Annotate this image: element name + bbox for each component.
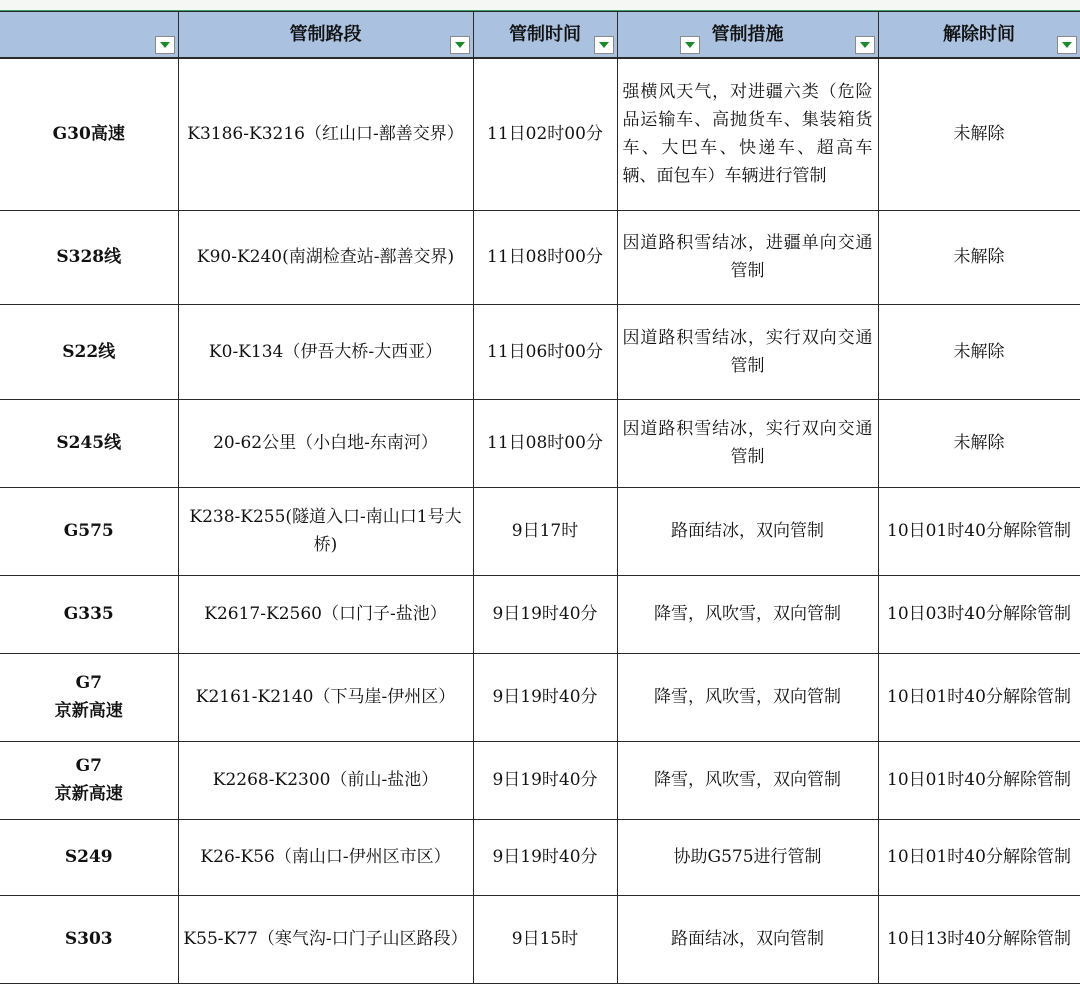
release-cell: 10日01时40分解除管制 (878, 653, 1080, 741)
release-cell: 10日01时40分解除管制 (878, 487, 1080, 575)
road-name: S249 (64, 847, 113, 867)
measure-cell: 因道路积雪结冰，进疆单向交通管制 (617, 210, 878, 304)
road-name-cell (0, 653, 178, 741)
table-row (0, 741, 1080, 819)
road-name-cell (0, 895, 178, 983)
release-cell: 10日01时40分解除管制 (878, 819, 1080, 895)
header-section (178, 12, 473, 59)
header-measure-label: 管制措施 (711, 23, 784, 45)
road-name-cell (0, 819, 178, 895)
measure-cell: 降雪，风吹雪，双向管制 (617, 575, 878, 653)
measure-cell: 降雪，风吹雪，双向管制 (617, 741, 878, 819)
time-cell: 11日08时00分 (473, 399, 617, 487)
road-name-cell (0, 58, 178, 210)
measure-cell: 路面结冰，双向管制 (617, 895, 878, 983)
road-name-cell (0, 210, 178, 304)
table-row (0, 575, 1080, 653)
road-name: G335 (63, 604, 114, 624)
section-cell: K2161-K2140（下马崖-伊州区） (178, 653, 473, 741)
release-cell: 10日03时40分解除管制 (878, 575, 1080, 653)
header-time (473, 12, 617, 59)
traffic-control-table (0, 11, 1080, 984)
section-cell: K90-K240(南湖检查站-鄯善交界) (178, 210, 473, 304)
measure-cell: 强横风天气，对进疆六类（危险品运输车、高抛货车、集装箱货车、大巴车、快递车、超高车辆、面包车）车辆进行管制 (617, 58, 878, 210)
filter-dropdown-icon[interactable] (855, 36, 875, 54)
measure-cell: 因道路积雪结冰，实行双向交通管制 (617, 304, 878, 399)
release-cell: 未解除 (878, 399, 1080, 487)
filter-dropdown-icon[interactable] (155, 36, 175, 54)
road-name: G575 (63, 521, 114, 541)
table-row (0, 819, 1080, 895)
road-name-cell (0, 575, 178, 653)
road-name-sub: 京新高速 (54, 784, 123, 804)
filter-dropdown-icon[interactable] (450, 36, 470, 54)
section-cell: K2268-K2300（前山-盐池） (178, 741, 473, 819)
release-cell: 未解除 (878, 210, 1080, 304)
road-name-sub: 京新高速 (54, 701, 123, 721)
time-cell: 9日19时40分 (473, 819, 617, 895)
road-name: S328线 (56, 247, 122, 267)
release-cell: 未解除 (878, 304, 1080, 399)
header-time-label: 管制时间 (509, 23, 581, 45)
time-cell: 9日19时40分 (473, 575, 617, 653)
time-cell: 11日06时00分 (473, 304, 617, 399)
table-row (0, 653, 1080, 741)
section-cell: K55-K77（寒气沟-口门子山区路段） (178, 895, 473, 983)
time-cell: 9日15时 (473, 895, 617, 983)
section-cell: K2617-K2560（口门子-盐池） (178, 575, 473, 653)
road-name: S22线 (62, 341, 116, 362)
section-cell: 20-62公里（小白地-东南河） (178, 399, 473, 487)
measure-cell: 降雪，风吹雪，双向管制 (617, 653, 878, 741)
table-row (0, 304, 1080, 399)
section-cell: K3186-K3216（红山口-鄯善交界） (178, 58, 473, 210)
header-section-label: 管制路段 (289, 23, 362, 45)
time-cell: 9日19时40分 (473, 653, 617, 741)
measure-cell: 协助G575进行管制 (617, 819, 878, 895)
header-row (0, 12, 1080, 59)
table-row (0, 58, 1080, 210)
table-row (0, 895, 1080, 983)
filter-dropdown-icon[interactable] (680, 36, 700, 54)
header-release-label: 解除时间 (943, 23, 1015, 45)
time-cell: 9日17时 (473, 487, 617, 575)
road-name-cell (0, 741, 178, 819)
release-cell: 10日01时40分解除管制 (878, 741, 1080, 819)
header-measure (617, 12, 878, 59)
road-name: S303 (64, 929, 113, 949)
header-road-name-column (0, 12, 178, 59)
road-name-cell (0, 399, 178, 487)
table-row (0, 399, 1080, 487)
release-cell: 10日13时40分解除管制 (878, 895, 1080, 983)
measure-cell: 因道路积雪结冰，实行双向交通管制 (617, 399, 878, 487)
table-row (0, 210, 1080, 304)
section-cell: K0-K134（伊吾大桥-大西亚） (178, 304, 473, 399)
filter-dropdown-icon[interactable] (1057, 36, 1077, 54)
table-row (0, 487, 1080, 575)
measure-cell: 路面结冰，双向管制 (617, 487, 878, 575)
time-cell: 11日08时00分 (473, 210, 617, 304)
road-name-cell (0, 304, 178, 399)
release-cell: 未解除 (878, 58, 1080, 210)
section-cell: K238-K255(隧道入口-南山口1号大桥) (178, 487, 473, 575)
road-name: G30高速 (52, 124, 125, 145)
header-release (878, 12, 1080, 59)
section-cell: K26-K56（南山口-伊州区市区） (178, 819, 473, 895)
road-name: S245线 (56, 433, 122, 453)
road-name: G7 (75, 673, 102, 693)
road-name: G7 (75, 756, 102, 776)
time-cell: 11日02时00分 (473, 58, 617, 210)
filter-dropdown-icon[interactable] (594, 36, 614, 54)
time-cell: 9日19时40分 (473, 741, 617, 819)
road-name-cell (0, 487, 178, 575)
